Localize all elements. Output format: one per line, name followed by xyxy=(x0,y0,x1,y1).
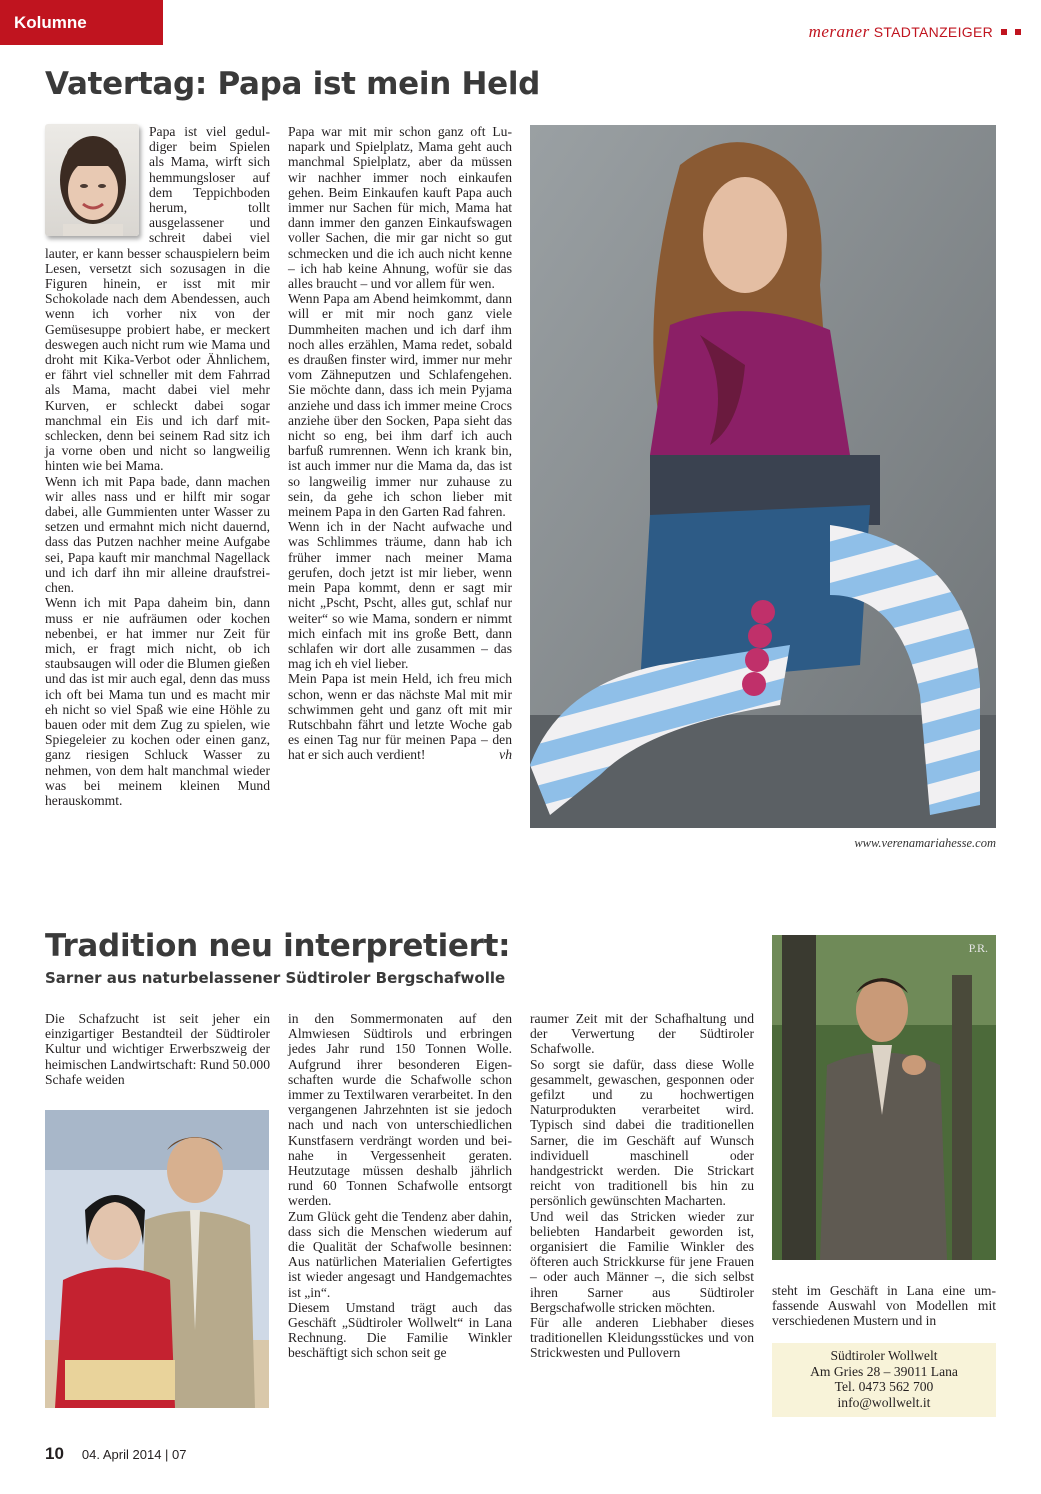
article2-paragraph: raumer Zeit mit der Schafhaltung und der Verwertung der Südtiroler Schafwolle. xyxy=(530,1011,754,1057)
article2-paragraph: in den Sommermonaten auf den Almwiesen Südtirols und erbringen jedes Jahr rund 150 Tonnen Wolle. Aufgrund ihrer besonderen Eigenschaften wurde die Schafwolle schon immer zu Textilwaren verarbeitet. In den vergangenen Jahrzehnten ist sie jedoch nach und nach von unterschiedlichen Kunstfasern verdrängt worden und beinahe in Vergessenheit geraten. Heutzutage müssen deshalb jährlich rund 60 Tonnen Schafwolle entsorgt werden. xyxy=(288,1011,512,1209)
article1-paragraph: Wenn ich mit Papa bade, dann machen wir alles nass und er hilft mir sogar dabei, alle Gummienten unter Wasser zu setzen und ermahnt mich nicht dauernd, dass das Putzen nachher meine Aufgabe sei, Papa kauft mir manchmal Nagellack und ich darf ihn mir alleine draufstreichen. xyxy=(45,473,270,596)
article2-paragraph: steht im Geschäft in Lana eine umfassende Auswahl von Modellen mit verschiedenen Mustern und in xyxy=(772,1283,996,1329)
article1-paragraph: Wenn ich mit Papa daheim bin, dann muss er nie aufräumen oder kochen nebenbei, er hat immer nur Zeit für mich, er fragt mich nicht, ob ich staubsaugen will oder die Blumen gießen und das ist mir auch egal, denn das muss ich oft bei Mama tun und es macht mir eh nicht so viel Spaß wie eine Höhle zu bauen oder mit dem Zug zu spielen, wie Spiegeleier zu kochen oder einen ganz, ganz riesigen Schluck Wasser zu nehmen, von dem halt manchmal wieder was bei meinem kleinen Mund herauskommt. xyxy=(45,595,270,808)
article2-paragraph: Und weil das Stricken wieder zur beliebten Handarbeit geworden ist, organisiert die Familie Winkler des öfteren auch Strickkurse für jene Frauen – oder auch Männer –, die sich selbst ihren Sarner aus Südtiroler Bergschafwolle stricken möchten. xyxy=(530,1208,754,1315)
article1-paragraph: Wenn Papa am Abend heimkommt, dann will er mit mir noch ganz viele Dummheiten machen und ich darf ihm noch alles erzählen, Mama redet, sobald es draußen finster wird, immer nur mehr vom Zähneputzen und Schlafengehen. Sie möchte dann, dass ich mein Pyjama anziehe und dass ich immer meine Crocs anziehe über den Socken, Papa sieht das nicht so eng, bei ihm darf ich auch barfuß rumrennen. Wenn ich krank bin, ist auch immer nur die Mama da, das ist so langweilig immer nur zuhause zu sein, da gehe ich schon lieber mit meinem Papa in den Garten Rad fahren. xyxy=(288,291,512,520)
article2-paragraph: So sorgt sie dafür, dass diese Wolle gesammelt, gewaschen, gesponnen oder gefilzt und zu hochwertigen Naturprodukten verarbeitet wird. Typisch sind dabei die traditionellen Sarner, die im Geschäft auf Wunsch individuell maschinell oder handgestrickt werden. Die Strickart reicht von traditionell bis hin zu persönlich gewünschten Macharten. xyxy=(530,1056,754,1209)
article2-title: Tradition neu interpretiert: xyxy=(45,928,511,964)
article1-column-2 xyxy=(288,124,512,763)
article2-paragraph: Für alle anderen Liebhaber dieses traditionellen Kleidungsstückes und von Strickwesten und Pullovern xyxy=(530,1315,754,1361)
masthead xyxy=(809,22,1021,42)
man-photo-image xyxy=(772,935,996,1260)
contact-phone: Tel. 0473 562 700 xyxy=(834,1379,934,1394)
pr-label: P.R. xyxy=(968,941,988,955)
article2-subtitle: Sarner aus naturbelassener Südtiroler Bergschafwolle xyxy=(45,969,506,987)
contact-email: info@wollwelt.it xyxy=(837,1394,931,1410)
masthead-main: STADTANZEIGER xyxy=(873,24,993,40)
article2-column-1 xyxy=(45,1011,270,1087)
article2-column-2 xyxy=(288,1011,512,1361)
man-photo xyxy=(772,935,996,1260)
page-footer xyxy=(45,1444,187,1464)
author-portrait xyxy=(45,124,139,236)
photo-credit: www.verenamariahesse.com xyxy=(854,836,996,850)
masthead-script: meraner xyxy=(808,22,870,41)
article1-paragraph xyxy=(288,671,512,762)
page-number: 10 xyxy=(45,1444,64,1463)
couple-photo xyxy=(45,1110,269,1408)
contact-box xyxy=(772,1343,996,1417)
article2-column-3 xyxy=(530,1011,754,1361)
contact-address: Am Gries 28 – 39011 Lana xyxy=(810,1363,958,1379)
article2-paragraph: Zum Glück geht die Tendenz aber dahin, dass sich die Menschen wiederum auf die Qualität der Schafwolle besinnen: Aus natürlichen Materialien Gefertigtes ist wieder angesagt und Handgemachtes ist „in“. xyxy=(288,1208,512,1300)
article1-paragraph: Papa war mit mir schon ganz oft Lunapark und Spielplatz, Mama geht auch manchmal Spielplatz, aber da müssen wir nachher immer noch einkaufen gehen. Beim Einkaufen kauft Papa auch immer nur Sachen für mich, Mama hat dann immer den ganzen Einkaufswagen voller Sachen, die mir gar nicht so gut schmecken und die ich auch nicht kenne – ich hab keine Ahnung, wofür sie das alles braucht – und vor allem für wen. xyxy=(288,124,512,292)
author-portrait-image xyxy=(45,124,139,236)
couple-photo-image xyxy=(45,1110,269,1408)
article1-column-1 xyxy=(45,124,270,808)
masthead-square xyxy=(1015,29,1021,35)
issue-date: 04. April 2014 | 07 xyxy=(81,1447,187,1462)
article1-paragraph: Wenn ich in der Nacht aufwache und was Schlimmes träume, dann hab ich früher immer nach meiner Mama gerufen, doch jetzt ist mir lieber, wenn mein Papa kommt, denn er sagt mir nicht „Pscht, Pscht, alles gut, schlaf nur weiter“ so wie Mama, sondern er nimmt mich einfach mit ins große Bett, dann schlafen wir dort alle zusammen – das mag ich eh viel lieber. xyxy=(288,519,512,672)
article2-column-4 xyxy=(772,1283,996,1329)
signature: vh xyxy=(499,747,512,763)
contact-name: Südtiroler Wollwelt xyxy=(830,1348,938,1363)
masthead-square xyxy=(1001,29,1007,35)
section-tag: Kolumne xyxy=(0,0,163,45)
article2-paragraph: Die Schafzucht ist seit jeher ein einzigartiger Bestandteil der Südtiroler Kultur und wichtiger Erwerbszweig der heimischen Landwirtschaft: Rund 50.000 Schafe weiden xyxy=(45,1011,271,1087)
fashion-photo xyxy=(530,125,996,828)
article1-paragraph: Papa ist viel geduldiger beim Spielen als Mama, wirft sich hemmungsloser auf dem Teppichboden herum, tollt ausgelassener und schreit dabei viel lauter, er kann besser schauspielern beim Lesen, versetzt sich sozusagen in die Figuren hinein, er isst mit mir Schokolade nach dem Abendessen, auch wenn ich vorher nix von der Gemüsesuppe probiert habe, er meckert deswegen auch nicht rum wie Mama und droht mit Kika-Verbot oder Ähnlichem, er fährt viel schneller mit dem Fahrrad als Mama, macht dabei viel mehr Kurven, er schleckt dabei sogar manchmal ein Eis und ich darf mitschlecken, denn bei seinem Rad sitz ich ja vorne oben und nicht so langweilig hinten wie bei Mama. xyxy=(45,124,270,474)
article2-paragraph: Diesem Umstand trägt auch das Geschäft „Südtiroler Wollwelt“ in Lana Rechnung. Die Familie Winkler beschäftigt sich schon seit ge xyxy=(288,1299,512,1361)
article1-last-paragraph: Mein Papa ist mein Held, ich freu mich schon, wenn er das nächste Mal mit mir schwimmen geht und ganz oft mit mir Rutschbahn fährt und letzte Woche gab es einen Tag nur für meinen Papa – den hat er sich auch verdient! xyxy=(288,671,512,763)
fashion-photo-image xyxy=(530,125,996,828)
article1-title: Vatertag: Papa ist mein Held xyxy=(45,66,541,102)
